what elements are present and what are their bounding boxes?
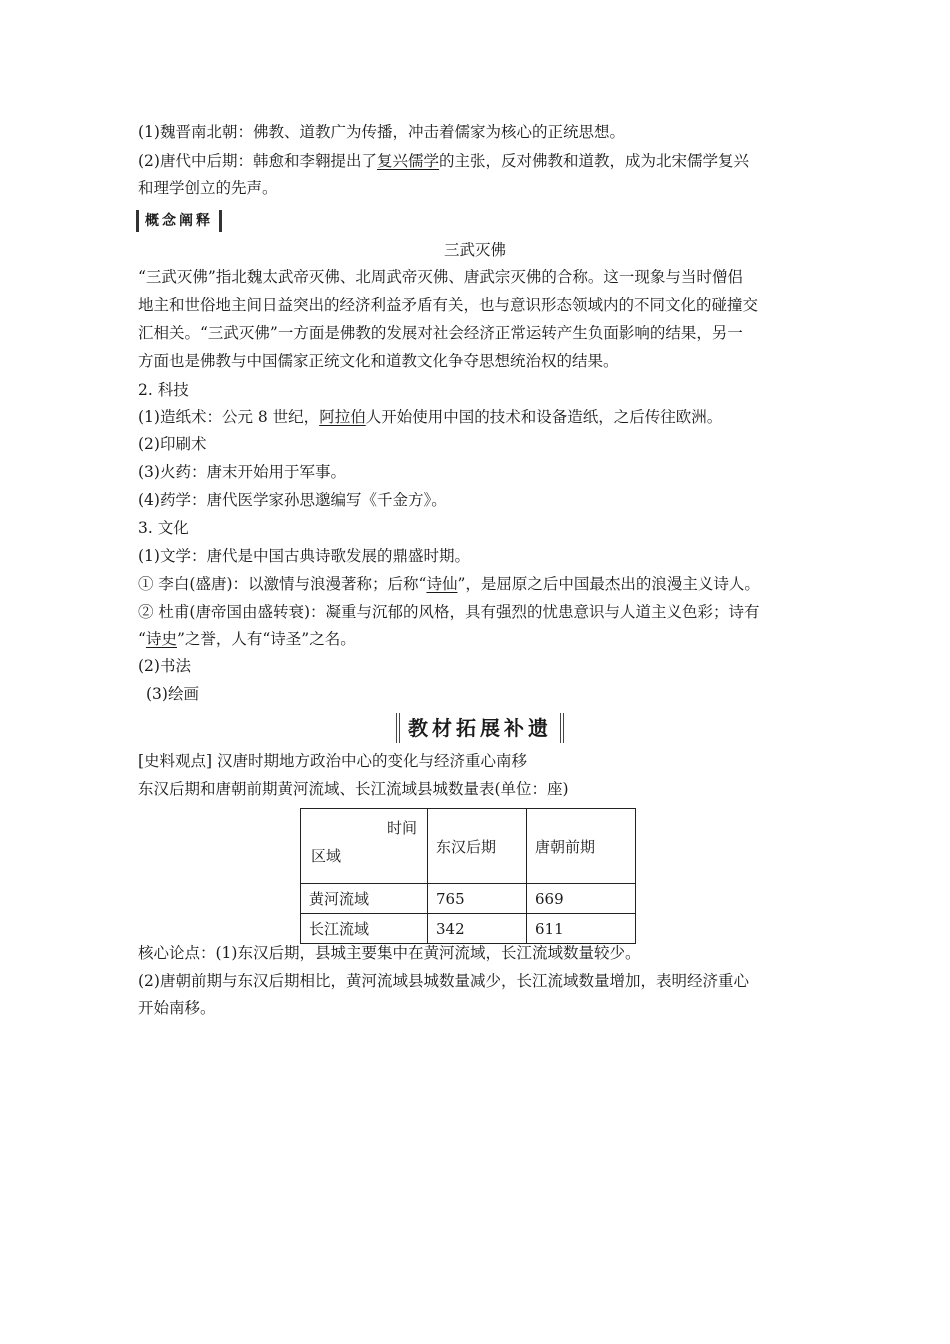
concept-text: 汇相关。“三武灭佛”一方面是佛教的发展对社会经济正常运转产生负面影响的结果，另一 xyxy=(138,324,743,342)
row-value: 342 xyxy=(428,914,527,944)
table-row xyxy=(301,914,636,944)
row-region: 长江流域 xyxy=(301,914,428,944)
source-line: [史料观点] 汉唐时期地方政治中心的变化与经济重心南移 xyxy=(138,752,528,770)
concept-text: “三武灭佛”指北魏太武帝灭佛、北周武帝灭佛、唐武宗灭佛的合称。这一现象与当时僧侣 xyxy=(138,268,743,286)
concept-text: 方面也是佛教与中国儒家正统文化和道教文化争夺思想统治权的结果。 xyxy=(138,352,619,370)
text-span: “ xyxy=(138,630,146,648)
header-col2: 唐朝前期 xyxy=(527,809,636,884)
text-line: (2)书法 xyxy=(138,657,191,675)
row-value: 765 xyxy=(428,884,527,914)
text-span: ① 李白(盛唐)：以激情与浪漫著称；后称“ xyxy=(138,575,427,593)
text-span: 人开始使用中国的技术和设备造纸，之后传往欧洲。 xyxy=(365,408,723,426)
table-row xyxy=(301,884,636,914)
text-line xyxy=(138,151,749,171)
county-table xyxy=(300,808,636,944)
text-span: (1)造纸术：公元 8 世纪， xyxy=(138,408,320,426)
text-line: (3)绘画 xyxy=(146,685,199,703)
header-col1: 东汉后期 xyxy=(428,809,527,884)
underlined-term: 诗仙 xyxy=(426,575,458,593)
header-region: 区域 xyxy=(311,847,342,865)
text-line: (3)火药：唐末开始用于军事。 xyxy=(138,463,346,481)
text-line: (1)文学：唐代是中国古典诗歌发展的鼎盛时期。 xyxy=(138,547,470,565)
diagonal-header-cell xyxy=(301,809,428,884)
text-line: (1)魏晋南北朝：佛教、道教广为传播，冲击着儒家为核心的正统思想。 xyxy=(138,123,625,141)
text-line: (4)药学：唐代医学家孙思邈编写《千金方》。 xyxy=(138,491,447,509)
text-line: 开始南移。 xyxy=(138,999,216,1017)
table-caption: 东汉后期和唐朝前期黄河流域、长江流域县城数量表(单位：座) xyxy=(138,780,569,798)
text-line xyxy=(138,407,722,427)
concept-text: 地主和世俗地主间日益突出的经济利益矛盾有关，也与意识形态领域内的不同文化的碰撞交 xyxy=(138,296,759,314)
underlined-term: 阿拉伯 xyxy=(319,408,366,426)
text-span: 的主张，反对佛教和道教，成为北宋儒学复兴 xyxy=(438,152,749,170)
concept-tag: 概念阐释 xyxy=(136,210,222,232)
underlined-term: 诗史 xyxy=(145,630,177,648)
underlined-term: 复兴儒学 xyxy=(376,152,439,170)
text-line: (2)唐朝前期与东汉后期相比，黄河流域县城数量减少，长江流域数量增加，表明经济重心 xyxy=(138,972,749,990)
supplement-title: 教材拓展补遗 xyxy=(396,713,564,743)
section-heading: 2. 科技 xyxy=(138,381,189,399)
text-span: ”，是屈原之后中国最杰出的浪漫主义诗人。 xyxy=(457,575,760,593)
table-header-row xyxy=(301,809,636,884)
text-span: ”之誉，人有“诗圣”之名。 xyxy=(176,630,356,648)
row-value: 611 xyxy=(527,914,636,944)
text-line: 和理学创立的先声。 xyxy=(138,179,278,197)
concept-title: 三武灭佛 xyxy=(443,241,506,259)
text-line: (2)印刷术 xyxy=(138,435,207,453)
text-line: ② 杜甫(唐帝国由盛转衰)：凝重与沉郁的风格，具有强烈的忧患意识与人道主义色彩；诗有 xyxy=(138,603,760,621)
section-heading: 3. 文化 xyxy=(138,519,189,537)
row-value: 669 xyxy=(527,884,636,914)
text-span: (2)唐代中后期：韩愈和李翱提出了 xyxy=(138,152,377,170)
text-line xyxy=(138,574,760,594)
text-line xyxy=(138,629,356,649)
header-time: 时间 xyxy=(386,819,417,837)
text-line: 核心论点：(1)东汉后期，县城主要集中在黄河流域，长江流域数量较少。 xyxy=(138,944,641,962)
row-region: 黄河流域 xyxy=(301,884,428,914)
